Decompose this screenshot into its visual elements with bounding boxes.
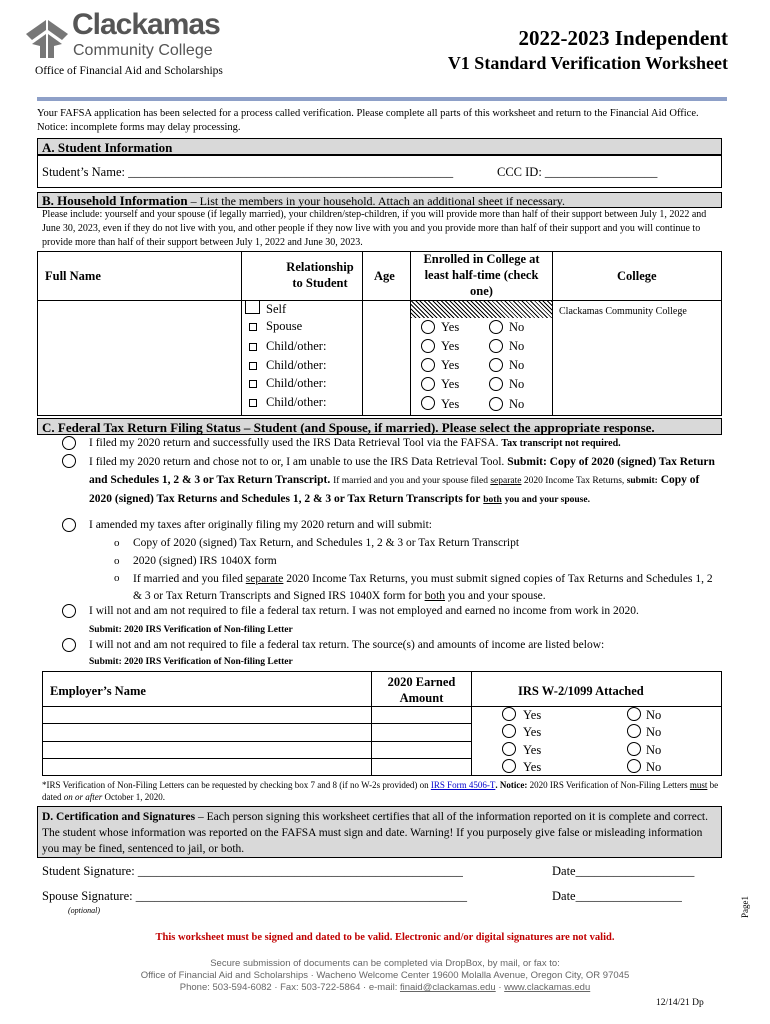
no-label: No <box>509 358 525 372</box>
filing-option-2: I filed my 2020 return and chose not to or, I am unable to use the IRS Data Retrieval Tool. Submit: Copy of 2020 (signed) Tax Return and Schedules 1, 2 & 3 or Tax Return Transcript. If married and you and your spouse filed separate 2020 Income Tax Returns, submit: Copy of 2020 (signed) Tax Returns and Schedules 1, 2 & 3 or Tax Return Transcripts for both you and your spouse. <box>89 456 715 505</box>
w2-yes-radio[interactable] <box>502 742 516 756</box>
rel-child: Child/other: <box>266 339 327 353</box>
filing-option-3-radio[interactable] <box>62 518 76 532</box>
enrolled-yes-radio[interactable] <box>421 320 435 334</box>
w2-yes-radio[interactable] <box>502 724 516 738</box>
irs-form-link[interactable]: IRS Form 4506-T <box>430 780 496 790</box>
col-enrolled: Enrolled in College at least half-time (check one) <box>423 252 540 298</box>
non-filing-note: *IRS Verification of Non-Filing Letters can be requested by checking box 7 and 8 (if no W-2s provided) on IRS Form 4506-T. Notice: 2020 IRS Verification of Non-Filing Letters must be dated on or after October 1, 2020. <box>42 780 719 802</box>
optional-note: (optional) <box>68 906 100 915</box>
signature-warning: This worksheet must be signed and dated to be valid. Electronic and/or digital signatures are not valid. <box>155 932 615 943</box>
yes-label: Yes <box>441 377 460 391</box>
page-subtitle: V1 Standard Verification Worksheet <box>447 53 728 73</box>
self-enrolled-hatch <box>411 301 552 318</box>
filing-option-4-radio[interactable] <box>62 604 76 618</box>
yes-label: Yes <box>523 760 542 774</box>
filing-option-5: I will not and am not required to file a federal tax return. The source(s) and amounts of income are listed below: <box>89 639 605 651</box>
no-label: No <box>509 377 525 391</box>
w2-no-radio[interactable] <box>627 707 641 721</box>
rel-self: Self <box>266 302 287 316</box>
col-earned: 2020 Earned Amount <box>387 675 456 705</box>
no-label: No <box>509 320 525 334</box>
w2-no-radio[interactable] <box>627 759 641 773</box>
intro-text: Your FAFSA application has been selected for a process called verification. Please complete all parts of this worksheet and return to the Financial Aid Office. Notice: incomplete forms may delay processing. <box>37 108 699 133</box>
filing-option-3b: 2020 (signed) IRS 1040X form <box>133 555 277 567</box>
no-label: No <box>646 760 662 774</box>
w2-yes-radio[interactable] <box>502 759 516 773</box>
logo <box>22 8 222 64</box>
enrolled-yes-radio[interactable] <box>421 377 435 391</box>
col-relationship: Relationship to Student <box>286 260 354 290</box>
child-checkbox[interactable] <box>249 399 257 407</box>
logo-name: Clackamas <box>72 8 220 41</box>
header-rule <box>37 97 727 101</box>
yes-label: Yes <box>441 397 460 411</box>
col-age: Age <box>374 269 395 283</box>
no-label: No <box>646 725 662 739</box>
filing-option-2-radio[interactable] <box>62 454 76 468</box>
spouse-checkbox[interactable] <box>249 323 257 331</box>
yes-label: Yes <box>441 320 460 334</box>
ccc-id-field[interactable]: CCC ID: __________________ <box>497 165 658 179</box>
yes-label: Yes <box>523 708 542 722</box>
enrolled-no-radio[interactable] <box>489 397 503 411</box>
filing-option-4: I will not and am not required to file a federal tax return. I was not employed and earned no income from work in 2020. <box>89 605 639 617</box>
self-checkbox[interactable] <box>245 300 260 314</box>
spouse-date-field[interactable]: Date_________________ <box>552 889 682 903</box>
w2-no-radio[interactable] <box>627 724 641 738</box>
yes-label: Yes <box>441 339 460 353</box>
footer-line-2: Office of Financial Aid and Scholarships · Wacheno Welcome Center 19600 Molalla Avenue, Oregon City, OR 97045 <box>140 970 630 981</box>
child-checkbox[interactable] <box>249 362 257 370</box>
bullet: o <box>114 555 120 567</box>
bullet: o <box>114 537 120 549</box>
filing-option-3c: If married and you filed separate 2020 Income Tax Returns, you must submit signed copies of Tax Returns and Schedules 1, 2 & 3 or Tax Return Transcripts and Signed IRS 1040X form for both you and your spouse. <box>133 573 713 602</box>
rel-child: Child/other: <box>266 395 327 409</box>
col-w2: IRS W-2/1099 Attached <box>518 684 644 698</box>
filing-option-3a: Copy of 2020 (signed) Tax Return, and Schedules 1, 2 & 3 or Tax Return Transcript <box>133 537 520 549</box>
col-full-name: Full Name <box>45 269 101 283</box>
filing-option-5-submit: Submit: 2020 IRS Verification of Non-filing Letter <box>89 657 293 667</box>
student-signature-field[interactable]: Student Signature: ____________________________________________________ <box>42 864 463 878</box>
no-label: No <box>646 743 662 757</box>
section-b-header: B. Household Information – List the members in your household. Attach an additional sheet if necessary. <box>37 192 722 208</box>
filing-option-1: I filed my 2020 return and successfully used the IRS Data Retrieval Tool via the FAFSA. Tax transcript not required. <box>89 437 621 449</box>
self-college: Clackamas Community College <box>559 306 687 317</box>
filing-option-1-radio[interactable] <box>62 436 76 450</box>
email-link[interactable]: finaid@clackamas.edu <box>399 982 496 993</box>
enrolled-no-radio[interactable] <box>489 320 503 334</box>
footer-line-3: Phone: 503-594-6082 · Fax: 503-722-5864 · e-mail: finaid@clackamas.edu · www.clackamas.edu <box>179 982 591 993</box>
rel-spouse: Spouse <box>266 319 303 333</box>
bullet: o <box>114 572 120 584</box>
yes-label: Yes <box>523 743 542 757</box>
no-label: No <box>509 397 525 411</box>
filing-option-3: I amended my taxes after originally filing my 2020 return and will submit: <box>89 519 433 531</box>
page-title: 2022-2023 Independent <box>518 26 728 50</box>
student-name-field[interactable]: Student’s Name: ____________________________________________________ <box>42 165 454 179</box>
col-employer: Employer’s Name <box>50 684 146 698</box>
section-d-box: D. Certification and Signatures – Each person signing this worksheet certifies that all of the information reported on it is complete and correct. The student whose information was reported on the FAFSA must sign and date. Warning! If you purposely give false or misleading information you may be fined, sentenced to jail, or both. <box>37 806 722 858</box>
enrolled-no-radio[interactable] <box>489 377 503 391</box>
col-college: College <box>617 269 657 283</box>
enrolled-yes-radio[interactable] <box>421 358 435 372</box>
footer-line-1: Secure submission of documents can be completed via DropBox, by mail, or fax to: <box>210 958 560 969</box>
form-code: 12/14/21 Dp <box>656 998 704 1008</box>
office-name: Office of Financial Aid and Scholarships <box>35 65 223 77</box>
clackamas-logo-icon <box>22 16 72 62</box>
w2-no-radio[interactable] <box>627 742 641 756</box>
w2-yes-radio[interactable] <box>502 707 516 721</box>
filing-option-4-submit: Submit: 2020 IRS Verification of Non-filing Letter <box>89 625 293 635</box>
child-checkbox[interactable] <box>249 380 257 388</box>
rel-child: Child/other: <box>266 358 327 372</box>
logo-subname: Community College <box>73 42 213 59</box>
enrolled-no-radio[interactable] <box>489 339 503 353</box>
enrolled-yes-radio[interactable] <box>421 396 435 410</box>
enrolled-yes-radio[interactable] <box>421 339 435 353</box>
filing-option-5-radio[interactable] <box>62 638 76 652</box>
section-c-header: C. Federal Tax Return Filing Status – Student (and Spouse, if married). Please select the appropriate response. <box>37 418 722 435</box>
household-instructions: Please include: yourself and your spouse (if legally married), your children/step-children, if you will provide more than half of their support between July 1, 2022 and June 30, 2023, even if they do not live with you, and other people if they now live with you and you provide more than half of their support and you will continue to provide more than half of their support between July 1, 2022 and June 30, 2023. <box>42 209 707 248</box>
spouse-signature-field[interactable]: Spouse Signature: _____________________________________________________ <box>42 889 467 903</box>
yes-label: Yes <box>441 358 460 372</box>
yes-label: Yes <box>523 725 542 739</box>
child-checkbox[interactable] <box>249 343 257 351</box>
website-link[interactable]: www.clackamas.edu <box>504 982 591 993</box>
page-number: Page1 <box>740 896 750 918</box>
no-label: No <box>646 708 662 722</box>
rel-child: Child/other: <box>266 376 327 390</box>
no-label: No <box>509 339 525 353</box>
enrolled-no-radio[interactable] <box>489 358 503 372</box>
student-date-field[interactable]: Date___________________ <box>552 864 695 878</box>
section-a-header: A. Student Information <box>37 138 722 155</box>
